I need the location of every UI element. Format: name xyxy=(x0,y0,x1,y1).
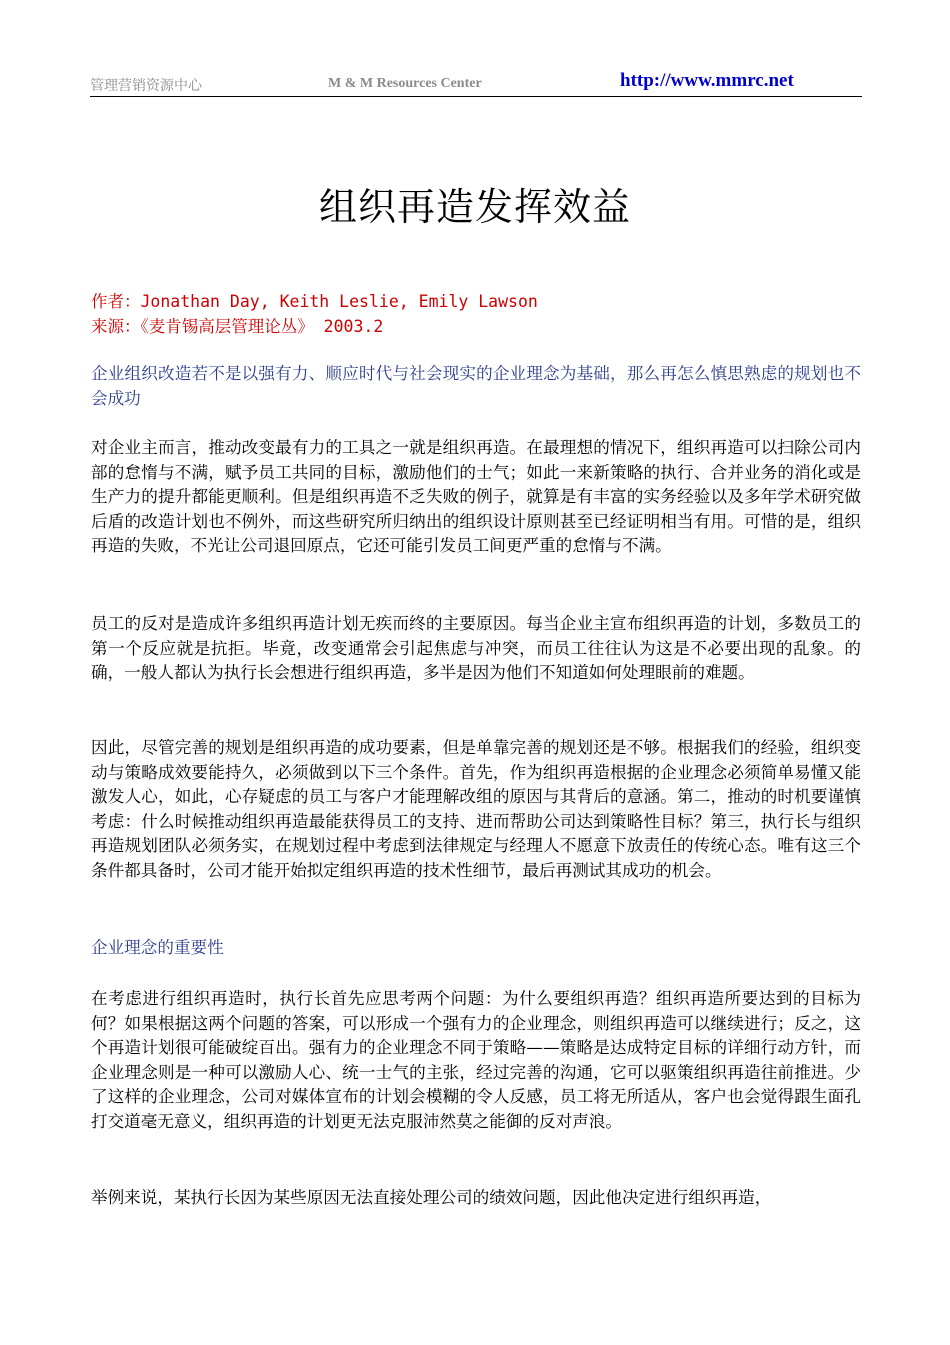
body-paragraph-1: 对企业主而言，推动改变最有力的工具之一就是组织再造。在最理想的情况下，组织再造可以扫除公司内部的怠惰与不满，赋予员工共同的目标，激励他们的士气；如此一来新策略的执行、合并业务的消化或是生产力的提升都能更顺利。但是组织再造不乏失败的例子，就算是有丰富的实务经验以及多年学术研究做后盾的改造计划也不例外，而这些研究所归纳出的组织设计原则甚至已经证明相当有用。可惜的是，组织再造的失败，不光让公司退回原点，它还可能引发员工间更严重的怠惰与不满。 xyxy=(91,438,861,555)
header-org-name: 管理营销资源中心 xyxy=(90,78,202,94)
header-website-link[interactable]: http://www.mmrc.net xyxy=(620,70,794,91)
body-paragraph-3: 因此，尽管完善的规划是组织再造的成功要素，但是单靠完善的规划还是不够。根据我们的经验，组织变动与策略成效要能持久，必须做到以下三个条件。首先，作为组织再造根据的企业理念必须简单易懂又能激发人心，如此，心存疑虑的员工与客户才能理解改组的原因与其背后的意涵。第二，推动的时机要谨慎考虑：什么时候推动组织再造最能获得员工的支持、进而帮助公司达到策略性目标？第三，执行长与组织再造规划团队必须务实，在规划过程中考虑到法律规定与经理人不愿意下放责任的传统心态。唯有这三个条件都具备时，公司才能开始拟定组织再造的技术性细节，最后再测试其成功的机会。 xyxy=(91,738,861,880)
lead-summary: 企业组织改造若不是以强有力、顺应时代与社会现实的企业理念为基础，那么再怎么慎思熟虑的规划也不会成功 xyxy=(91,364,861,408)
header-org-english: M & M Resources Center xyxy=(328,76,482,91)
author-line: 作者：Jonathan Day, Keith Leslie, Emily Lawson xyxy=(91,292,538,311)
section-paragraph-2: 举例来说，某执行长因为某些原因无法直接处理公司的绩效问题，因此他决定进行组织再造， xyxy=(91,1188,772,1207)
source-line: 来源：《麦肯锡高层管理论丛》 2003.2 xyxy=(91,317,384,336)
body-paragraph-2: 员工的反对是造成许多组织再造计划无疾而终的主要原因。每当企业主宣布组织再造的计划，多数员工的第一个反应就是抗拒。毕竟，改变通常会引起焦虑与冲突，而员工往往认为这是不必要出现的乱象。的确，一般人都认为执行长会想进行组织再造，多半是因为他们不知道如何处理眼前的难题。 xyxy=(91,614,861,682)
page-header xyxy=(90,70,862,97)
page-title: 组织再造发挥效益 xyxy=(318,185,631,229)
section-paragraph-1: 在考虑进行组织再造时，执行长首先应思考两个问题：为什么要组织再造？组织再造所要达到的目标为何？如果根据这两个问题的答案，可以形成一个强有力的企业理念，则组织再造可以继续进行；反之，这个再造计划很可能破绽百出。强有力的企业理念不同于策略——策略是达成特定目标的详细行动方针，而企业理念则是一种可以激励人心、统一士气的主张，经过完善的沟通，它可以驱策组织再造往前推进。少了这样的企业理念，公司对媒体宣布的计划会模糊的令人反感，员工将无所适从，客户也会觉得跟生面孔打交道毫无意义，组织再造的计划更无法克服沛然莫之能御的反对声浪。 xyxy=(91,989,861,1131)
section-heading: 企业理念的重要性 xyxy=(91,938,224,957)
